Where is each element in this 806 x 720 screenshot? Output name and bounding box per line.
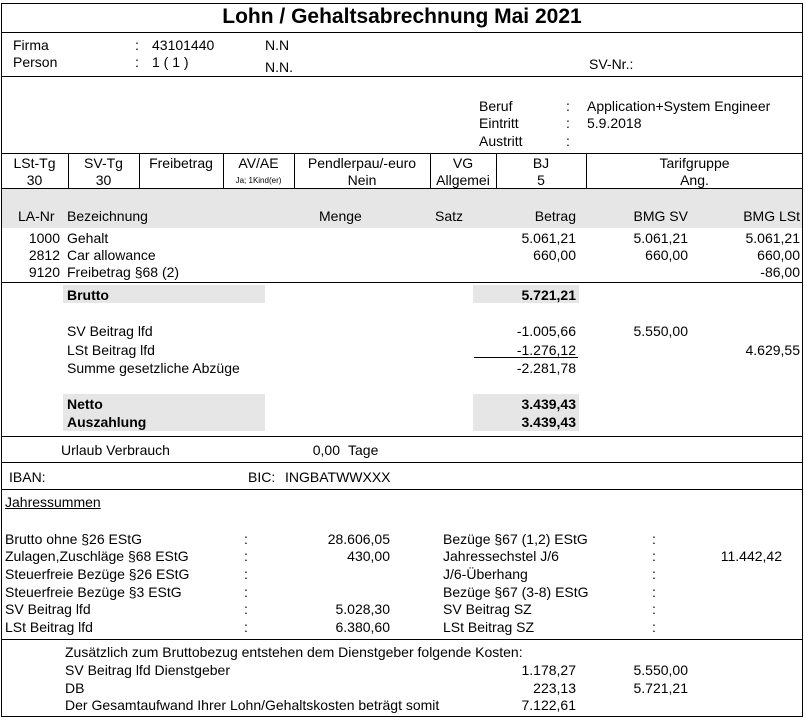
js-left-label: LSt Beitrag lfd [5,619,93,635]
js-right-colon: : [652,619,656,635]
js-left-value: 6.380,60 [335,619,390,635]
svnr-label: SV-Nr.: [589,56,634,72]
lst-value: -1.276,12 [516,342,576,358]
kosten-value: 223,13 [533,680,576,696]
js-left-colon: : [244,584,248,600]
js-left-value: 430,00 [347,548,390,564]
js-right-label: SV Beitrag SZ [443,601,532,617]
beruf-colon: : [566,98,570,114]
js-left-value: 5.028,30 [335,601,390,617]
bic-value: INGBATWWXXX [285,469,391,485]
page-title: Lohn / Gehaltsabrechnung Mai 2021 [222,5,582,28]
brutto-label: Brutto [67,287,109,303]
param-header-vg: VG [452,155,474,171]
austritt-colon: : [566,133,570,149]
sv-value: -1.005,66 [516,323,576,339]
iban-label: IBAN: [9,469,46,485]
auszahlung-value: 3.439,43 [521,414,576,430]
js-right-label: Bezüge §67 (1,2) EStG [443,531,588,547]
kosten-value: 7.122,61 [521,697,576,713]
row-betrag: 5.061,21 [521,230,576,246]
austritt-label: Austritt [479,133,523,149]
urlaub-value: 0,00 [312,442,340,458]
kosten-value: 1.178,27 [521,662,576,678]
netto-value: 3.439,43 [521,396,576,412]
js-right-colon: : [652,531,656,547]
row-bezeichnung: Car allowance [67,247,156,263]
eintritt-label: Eintritt [479,115,519,131]
eintritt-colon: : [566,115,570,131]
js-left-colon: : [244,601,248,617]
divider [1,436,803,437]
sum-underline [474,357,578,358]
kosten-label: SV Beitrag lfd Dienstgeber [65,662,230,678]
col-header-bmglst: BMG LSt [743,208,800,224]
param-value-tarifgruppe: Ang. [680,172,709,188]
param-header-freibetrag: Freibetrag [149,155,213,171]
kosten-label: Der Gesamtaufwand Ihrer Lohn/Gehaltskosten beträgt somit [65,697,440,713]
brutto-value: 5.721,21 [521,287,576,303]
row-nr: 9120 [28,264,60,280]
netto-label: Netto [67,396,103,412]
divider [1,462,803,463]
js-right-colon: : [652,601,656,617]
lst-bmg: 4.629,55 [745,342,800,358]
js-right-colon: : [652,548,656,564]
col-header-betrag: Betrag [534,208,576,224]
firma-colon: : [135,37,139,53]
summe-label: Summe gesetzliche Abzüge [67,360,240,376]
js-right-label: J/6-Überhang [443,566,528,582]
param-header-tarifgruppe: Tarifgruppe [659,155,730,171]
js-right-label: LSt Beitrag SZ [443,619,535,635]
kosten-intro: Zusätzlich zum Bruttobezug entstehen dem Dienstgeber folgende Kosten: [65,644,523,660]
js-left-value: 28.606,05 [327,531,390,547]
js-right-colon: : [652,566,656,582]
param-header-avae: AV/AE [238,155,279,171]
param-value-vg: Allgemei [436,172,490,188]
js-left-colon: : [244,531,248,547]
row-bezeichnung: Freibetrag §68 (2) [67,264,180,280]
bic-label: BIC: [248,469,276,485]
divider [1,282,803,283]
row-betrag: 660,00 [533,247,576,263]
row-bmglst: -86,00 [760,264,800,280]
js-right-label: Bezüge §67 (3-8) EStG [443,584,589,600]
js-left-label: Steuerfreie Bezüge §3 EStG [5,584,182,600]
param-value-bj: 5 [537,172,545,188]
param-value-avae: Ja; 1Kind(er) [235,176,282,185]
urlaub-unit: Tage [348,442,379,458]
js-left-label: Brutto ohne §26 EStG [5,531,142,547]
js-left-colon: : [244,566,248,582]
row-bmgsv: 5.061,21 [633,230,688,246]
beruf-label: Beruf [479,98,513,114]
js-left-label: Zulagen,Zuschläge §68 EStG [5,548,189,564]
firma-label: Firma [13,37,49,53]
row-bmglst: 660,00 [757,247,800,263]
sv-bmg: 5.550,00 [633,323,688,339]
param-header-pendler: Pendlerpau/-euro [307,155,417,171]
divider [1,76,803,77]
param-value-svtg: 30 [95,172,112,188]
kosten-label: DB [65,680,85,696]
person-label: Person [13,54,58,70]
col-header-lanr: LA-Nr [18,208,55,224]
row-nr: 1000 [28,230,60,246]
js-left-colon: : [244,619,248,635]
param-value-lsttg: 30 [26,172,43,188]
js-left-colon: : [244,548,248,564]
row-bezeichnung: Gehalt [67,230,109,246]
row-bmgsv: 660,00 [645,247,688,263]
js-left-label: Steuerfreie Bezüge §26 EStG [5,566,190,582]
kosten-bmg: 5.721,21 [633,680,688,696]
param-header-svtg: SV-Tg [84,155,123,171]
js-right-label: Jahressechstel J/6 [443,548,559,564]
eintritt-value: 5.9.2018 [587,115,642,131]
beruf-value: Application+System Engineer [587,98,771,114]
divider [1,153,803,154]
person-name: N.N. [265,59,293,75]
js-right-value: 11.442,42 [720,548,782,564]
param-header-lsttg: LSt-Tg [13,155,56,171]
lst-label: LSt Beitrag lfd [67,342,155,358]
divider [1,489,803,490]
urlaub-label: Urlaub Verbrauch [61,442,170,458]
firma-name: N.N [265,37,290,53]
row-nr: 2812 [28,247,60,263]
param-header-bj: BJ [532,155,550,171]
param-value-pendler: Nein [347,172,377,188]
col-header-menge: Menge [319,208,362,224]
js-right-colon: : [652,584,656,600]
kosten-bmg: 5.550,00 [633,662,688,678]
col-header-bezeichnung: Bezeichnung [67,208,148,224]
person-value: 1 ( 1 ) [152,54,189,70]
auszahlung-label: Auszahlung [67,414,147,430]
sv-label: SV Beitrag lfd [67,323,153,339]
col-header-bmgsv: BMG SV [633,208,688,224]
js-left-label: SV Beitrag lfd [5,601,91,617]
row-bmglst: 5.061,21 [745,230,800,246]
person-colon: : [135,54,139,70]
summe-value: -2.281,78 [516,360,576,376]
firma-value: 43101440 [152,37,215,53]
col-header-satz: Satz [435,208,464,224]
divider [1,32,803,33]
divider [1,639,803,640]
jahressummen-title: Jahressummen [5,494,101,510]
